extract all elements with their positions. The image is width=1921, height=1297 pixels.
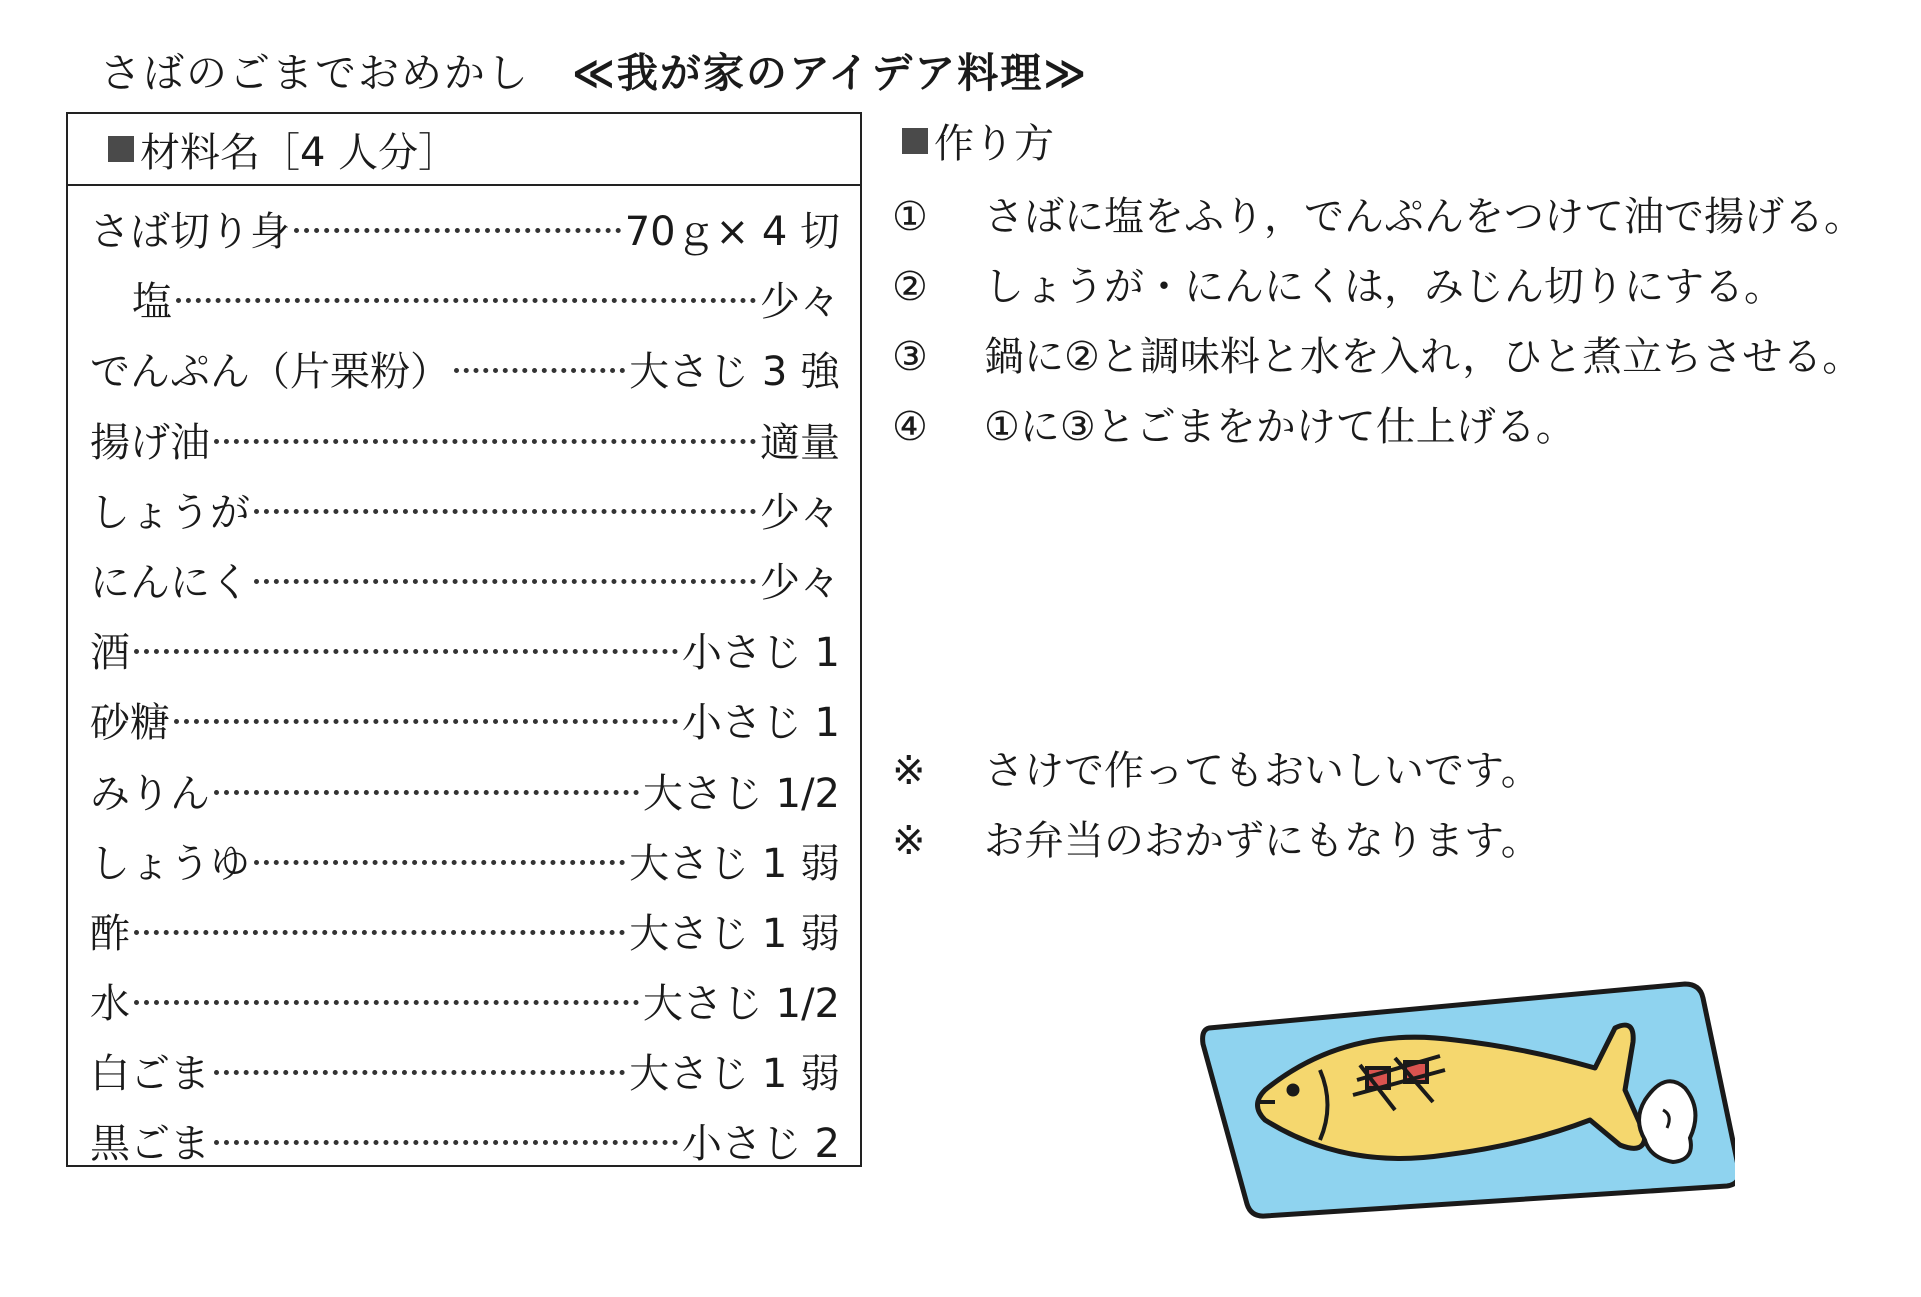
ingredients-list — [68, 186, 860, 1183]
method-steps — [892, 182, 1902, 462]
note-mark: ※ — [892, 818, 926, 864]
recipe-title — [100, 40, 1088, 99]
ingredient-amount: 大さじ 3 強 — [629, 349, 840, 396]
method-step — [892, 182, 1902, 252]
ingredient-name: しょうゆ — [90, 840, 250, 887]
method-step — [892, 392, 1902, 462]
ingredient-name: さば切り身 — [90, 209, 290, 255]
method-header-label: 作り方 — [934, 121, 1054, 167]
ingredient-row — [90, 762, 840, 832]
ingredient-row — [90, 972, 840, 1042]
ingredient-amount: 少々 — [760, 279, 840, 326]
leader-dots — [294, 228, 621, 233]
ingredient-row — [90, 411, 840, 481]
square-bullet-icon — [902, 128, 928, 154]
leader-dots — [214, 1070, 625, 1075]
step-number: ④ — [892, 404, 928, 450]
leader-dots — [134, 930, 625, 935]
ingredient-amount: 大さじ 1/2 — [642, 981, 840, 1028]
ingredient-amount: 適量 — [760, 419, 840, 466]
ingredient-amount: 大さじ 1 弱 — [629, 910, 840, 957]
square-bullet-icon — [108, 136, 134, 162]
step-number: ① — [892, 194, 928, 240]
leader-dots — [254, 579, 756, 584]
ingredients-table — [66, 112, 862, 1167]
ingredient-row — [90, 200, 840, 270]
method-step — [892, 252, 1902, 322]
title-sub: ≪我が家のアイデア料理≫ — [572, 49, 1089, 97]
ingredient-name: 酒 — [90, 630, 130, 677]
leader-dots — [454, 368, 625, 373]
ingredient-name: 酢 — [90, 910, 130, 957]
step-text: ①に③とごまをかけて仕上げる。 — [984, 404, 1576, 450]
ingredient-amount: 小さじ 1 — [681, 630, 840, 677]
notes-list — [892, 736, 1902, 876]
step-number: ② — [892, 264, 928, 310]
ingredient-amount: 大さじ 1/2 — [642, 770, 840, 817]
fish-on-plate-icon — [1195, 970, 1735, 1224]
ingredient-row — [90, 902, 840, 972]
leader-dots — [214, 439, 756, 444]
ingredient-row — [90, 832, 840, 902]
ingredient-amount: 大さじ 1 弱 — [629, 840, 840, 887]
ingredient-row — [90, 481, 840, 551]
ingredients-header-label: 材料名［4 人分］ — [140, 129, 459, 176]
leader-dots — [214, 790, 639, 795]
ingredients-header — [68, 114, 860, 186]
note-text: お弁当のおかずにもなります。 — [984, 818, 1541, 864]
leader-dots — [254, 860, 625, 865]
note-mark: ※ — [892, 748, 926, 794]
ingredient-amount: 小さじ 2 — [681, 1121, 840, 1168]
note-item — [892, 736, 1902, 806]
note-item — [892, 806, 1902, 876]
ingredient-amount: 70ｇ× 4 切 — [624, 209, 840, 255]
note-text: さけで作ってもおいしいです。 — [984, 748, 1541, 794]
method-header — [902, 112, 1054, 169]
leader-dots — [176, 298, 756, 303]
ingredient-row — [90, 1112, 840, 1182]
ingredient-row — [90, 551, 840, 621]
step-text: 鍋に②と調味料と水を入れ，ひと煮立ちさせる。 — [984, 334, 1863, 380]
ingredient-name: 黒ごま — [90, 1121, 210, 1168]
step-text: さばに塩をふり，でんぷんをつけて油で揚げる。 — [984, 194, 1864, 240]
ingredient-amount: 大さじ 1 弱 — [629, 1051, 840, 1098]
ingredient-name: 揚げ油 — [90, 419, 210, 466]
leader-dots — [134, 1000, 639, 1005]
ingredient-row — [90, 621, 840, 691]
leader-dots — [134, 649, 678, 654]
ingredient-name: にんにく — [90, 559, 250, 606]
ingredient-row — [90, 1042, 840, 1112]
ingredient-name: でんぷん（片栗粉） — [90, 349, 450, 396]
ingredient-name: 塩 — [132, 279, 172, 326]
method-step — [892, 322, 1902, 392]
step-number: ③ — [892, 334, 928, 380]
leader-dots — [214, 1140, 678, 1145]
ingredient-name: しょうが — [90, 489, 250, 536]
title-main: さばのごまでおめかし — [100, 49, 530, 97]
ingredient-name: みりん — [90, 770, 210, 817]
ingredient-name: 白ごま — [90, 1051, 210, 1098]
ingredient-amount: 小さじ 1 — [681, 700, 840, 747]
ingredient-row — [90, 691, 840, 761]
leader-dots — [254, 509, 756, 514]
ingredient-name: 水 — [90, 981, 130, 1028]
leader-dots — [174, 719, 678, 724]
ingredient-amount: 少々 — [760, 489, 840, 536]
ingredient-amount: 少々 — [760, 559, 840, 606]
ingredient-row — [90, 270, 840, 340]
step-text: しょうが・にんにくは，みじん切りにする。 — [984, 264, 1784, 310]
ingredient-name: 砂糖 — [90, 700, 170, 747]
ingredient-row — [90, 340, 840, 410]
